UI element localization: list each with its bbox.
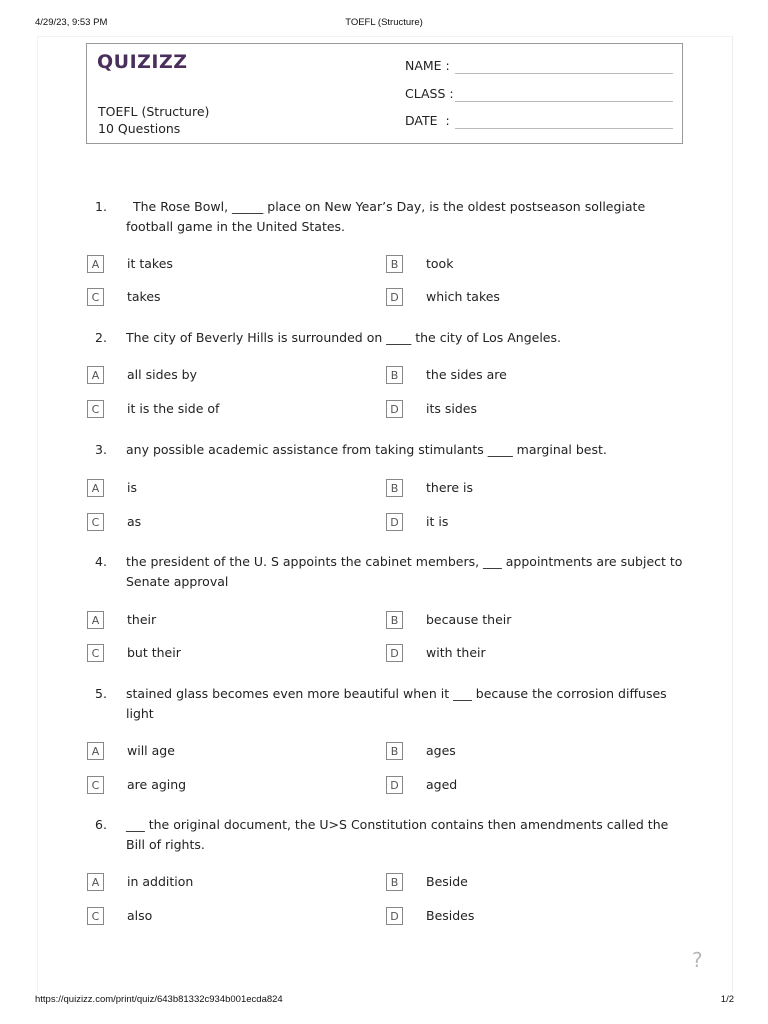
option-letter: D [386, 513, 403, 531]
option-text: as [127, 514, 142, 529]
option-text: will age [127, 743, 175, 758]
class-label: CLASS : [405, 86, 454, 101]
option-text: their [127, 612, 157, 627]
option-letter: A [87, 611, 104, 629]
quiz-header-box [86, 43, 683, 144]
class-field [405, 86, 455, 101]
option-letter: C [87, 400, 104, 418]
question-text: The city of Beverly Hills is surrounded on ____ the city of Los Angeles. [126, 330, 561, 345]
quiz-title: TOEFL (Structure) [98, 104, 210, 119]
option-text: ages [426, 743, 456, 758]
option-text: all sides by [127, 367, 198, 382]
option-letter: B [386, 611, 403, 629]
option-text: it is [426, 514, 449, 529]
option-text: aged [426, 777, 458, 792]
option-letter: A [87, 366, 104, 384]
question-number: 1. [95, 199, 107, 214]
date-field [405, 113, 455, 128]
question-text: any possible academic assistance from taking stimulants ____ marginal best. [126, 442, 607, 457]
option-letter: C [87, 776, 104, 794]
question-number: 5. [95, 686, 107, 701]
print-url: https://quizizz.com/print/quiz/643b81332c934b001ecda824 [35, 994, 283, 1005]
quizizz-logo: QUIZIZZ [97, 51, 188, 73]
question-number: 2. [95, 330, 107, 345]
help-icon[interactable]: ? [692, 948, 703, 972]
print-date: 4/29/23, 9:53 PM [35, 17, 108, 28]
option-letter: B [386, 255, 403, 273]
question-number: 4. [95, 554, 107, 569]
quiz-question-count: 10 Questions [98, 121, 181, 136]
option-text: because their [426, 612, 512, 627]
option-letter: D [386, 288, 403, 306]
question-text: the president of the U. S appoints the cabinet members, ___ appointments are subject to Senate approval [126, 554, 683, 589]
option-letter: C [87, 907, 104, 925]
option-letter: A [87, 255, 104, 273]
print-header [0, 17, 768, 31]
option-text: which takes [426, 289, 500, 304]
option-text: there is [426, 480, 474, 495]
option-letter: D [386, 644, 403, 662]
option-letter: C [87, 513, 104, 531]
date-line [455, 128, 673, 129]
name-line [455, 73, 673, 74]
question-text: stained glass becomes even more beautiful when it ___ because the corrosion diffuses light [126, 686, 667, 721]
option-text: with their [426, 645, 486, 660]
option-letter: A [87, 873, 104, 891]
question-text: ___ the original document, the U>S Constitution contains then amendments called the Bill of rights. [126, 817, 669, 852]
option-text: Besides [426, 908, 475, 923]
option-text: the sides are [426, 367, 507, 382]
date-label: DATE : [405, 113, 450, 128]
option-letter: A [87, 742, 104, 760]
option-text: is [127, 480, 137, 495]
option-letter: C [87, 288, 104, 306]
option-letter: A [87, 479, 104, 497]
option-text: also [127, 908, 153, 923]
option-letter: B [386, 873, 403, 891]
question-number: 3. [95, 442, 107, 457]
question-number: 6. [95, 817, 107, 832]
name-label: NAME : [405, 58, 450, 73]
option-letter: C [87, 644, 104, 662]
option-text: are aging [127, 777, 187, 792]
option-text: its sides [426, 401, 477, 416]
option-text: takes [127, 289, 161, 304]
option-text: Beside [426, 874, 468, 889]
option-text: it takes [127, 256, 173, 271]
print-footer [0, 994, 768, 1008]
option-letter: B [386, 366, 403, 384]
option-letter: D [386, 907, 403, 925]
option-text: in addition [127, 874, 194, 889]
question-text: The Rose Bowl, _____ place on New Year’s Day, is the oldest postseason sollegiate football game in the United States. [126, 199, 646, 234]
print-page-number: 1/2 [720, 994, 734, 1005]
option-letter: B [386, 742, 403, 760]
option-letter: B [386, 479, 403, 497]
option-text: took [426, 256, 454, 271]
option-text: it is the side of [127, 401, 220, 416]
class-line [455, 101, 673, 102]
option-letter: D [386, 776, 403, 794]
option-letter: D [386, 400, 403, 418]
option-text: but their [127, 645, 181, 660]
name-field [405, 58, 455, 73]
print-title: TOEFL (Structure) [345, 17, 423, 28]
